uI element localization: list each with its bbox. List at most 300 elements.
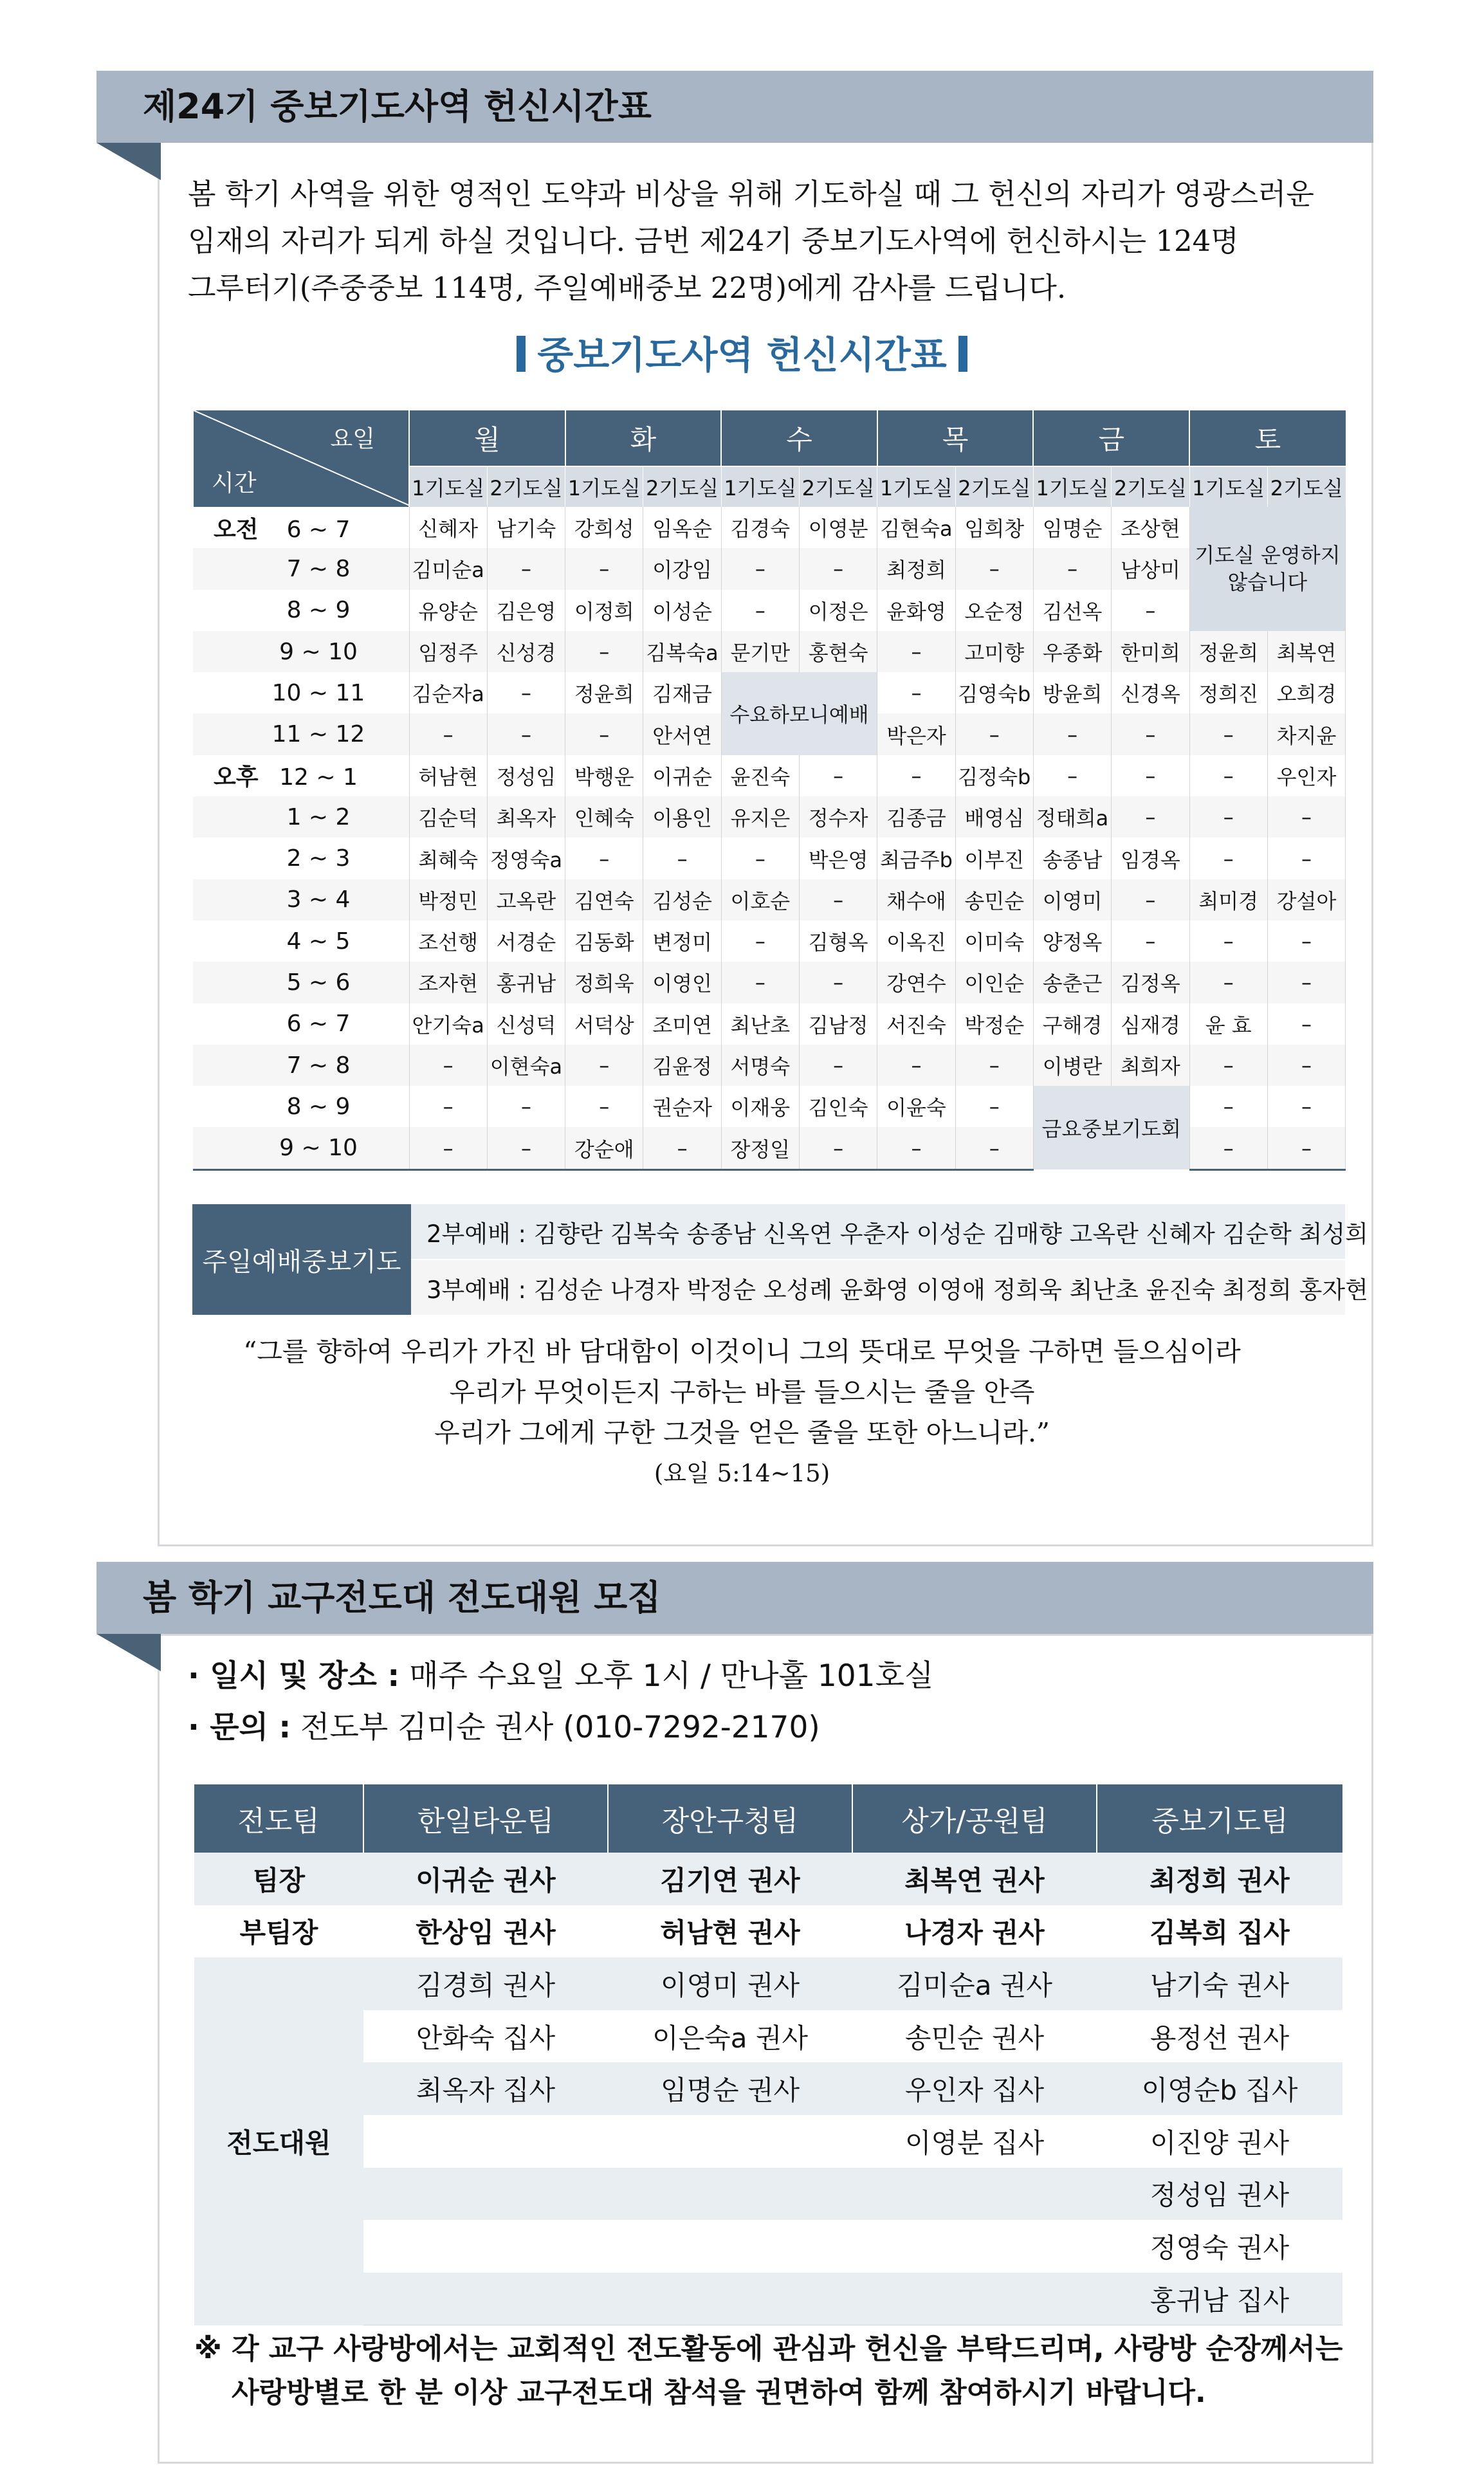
slot-cell: 한미희: [1112, 631, 1189, 672]
slot-cell: 심재경: [1112, 1003, 1189, 1045]
schedule-subtitle: [0, 325, 1484, 379]
team-header: 중보기도팀: [1097, 1784, 1342, 1853]
time-cell: [193, 796, 409, 838]
slot-cell: 유양순: [409, 590, 487, 631]
member-cell: [852, 2168, 1097, 2221]
slot-cell: 남기숙: [487, 507, 565, 548]
slot-cell: –: [800, 1045, 877, 1086]
slot-cell: 장정일: [721, 1127, 799, 1169]
member-row: [194, 2062, 1342, 2115]
member-row: [194, 2010, 1342, 2063]
table-corner-cell: [193, 410, 409, 507]
slot-cell: –: [955, 548, 1033, 589]
slot-cell: 방윤희: [1033, 672, 1111, 713]
slot-cell: 신성덕: [487, 1003, 565, 1045]
verse-reference: (요일 5:14~15): [654, 1460, 830, 1487]
schedule-row: [193, 548, 1346, 589]
hour-label: 11 ~ 12: [271, 721, 365, 748]
slot-cell: 우인자: [1267, 755, 1345, 796]
slot-cell: –: [1112, 796, 1189, 838]
slot-cell: 이현숙a: [487, 1045, 565, 1086]
hour-label: 3 ~ 4: [286, 886, 351, 913]
slot-cell: 김남정: [800, 1003, 877, 1045]
hour-label: 8 ~ 9: [286, 597, 351, 624]
hour-label: 10 ~ 11: [271, 679, 365, 706]
team-leader-row: [194, 1853, 1342, 1905]
member-cell: 안화숙 집사: [363, 2010, 608, 2063]
schedule-row: [193, 921, 1346, 962]
room-header: 2기도실: [800, 466, 877, 507]
slot-cell: –: [1189, 838, 1267, 879]
member-cell: 용정선 권사: [1097, 2010, 1342, 2063]
slot-cell: –: [721, 548, 799, 589]
schedule-row: [193, 1045, 1346, 1086]
day-header-thu: 목: [877, 410, 1034, 466]
contact-label: · 문의 :: [188, 1710, 291, 1745]
slot-cell: 김동화: [565, 921, 643, 962]
slot-cell: 정성임: [487, 755, 565, 796]
slot-cell: 김미순a: [409, 548, 487, 589]
schedule-row: [193, 838, 1346, 879]
time-cell: [193, 548, 409, 589]
slot-cell: 남상미: [1112, 548, 1189, 589]
member-cell: 김경희 권사: [363, 1957, 608, 2010]
slot-cell: –: [565, 838, 643, 879]
member-cell: 최옥자 집사: [363, 2062, 608, 2115]
corner-time-label: 시간: [212, 470, 257, 497]
slot-cell: –: [721, 590, 799, 631]
team-leader-cell: 최복연 권사: [852, 1853, 1097, 1905]
member-cell: [852, 2273, 1097, 2325]
member-row: [194, 2220, 1342, 2273]
slot-cell: 고옥란: [487, 879, 565, 921]
slot-cell: 윤진숙: [721, 755, 799, 796]
schedule-row: [193, 962, 1346, 1003]
slot-cell: –: [1189, 1045, 1267, 1086]
slot-cell: –: [565, 548, 643, 589]
slot-cell: 송민순: [955, 879, 1033, 921]
header-fold-corner: [96, 1634, 161, 1671]
sunday-2nd-service-names: 2부예배 : 김향란 김복숙 송종남 신옥연 우춘자 이성순 김매향 고옥란 신혜자 김순학 최성희: [411, 1204, 1345, 1260]
slot-cell: –: [800, 755, 877, 796]
slot-cell: 조상현: [1112, 507, 1189, 548]
slot-cell: –: [1033, 755, 1111, 796]
slot-cell: 문기만: [721, 631, 799, 672]
slot-cell: –: [1112, 713, 1189, 755]
slot-cell: 임경옥: [1112, 838, 1189, 879]
schedule-row: [193, 879, 1346, 921]
room-header: 2기도실: [1267, 466, 1345, 507]
slot-cell: 이부진: [955, 838, 1033, 879]
slot-cell: 강희성: [565, 507, 643, 548]
hour-label: 6 ~ 7: [286, 516, 351, 543]
slot-cell: 양정옥: [1033, 921, 1111, 962]
member-cell: 이은숙a 권사: [608, 2010, 852, 2063]
sub-leader-cell: 나경자 권사: [852, 1905, 1097, 1958]
slot-cell: –: [1267, 921, 1345, 962]
slot-cell: 안서연: [643, 713, 721, 755]
slot-cell: –: [1112, 755, 1189, 796]
slot-cell: 최금주b: [877, 838, 955, 879]
slot-cell: –: [1267, 838, 1345, 879]
slot-cell: –: [1267, 962, 1345, 1003]
time-cell: [193, 1045, 409, 1086]
room-header: 1기도실: [877, 466, 955, 507]
ampm-label: 오후: [214, 764, 259, 791]
time-cell: [193, 1003, 409, 1045]
slot-cell: –: [409, 713, 487, 755]
slot-cell: –: [487, 548, 565, 589]
intro-line: 그루터기(주중중보 114명, 주일예배중보 22명)에게 감사를 드립니다.: [188, 271, 1067, 305]
slot-cell: 박정민: [409, 879, 487, 921]
slot-cell: –: [1033, 713, 1111, 755]
slot-cell: 배영심: [955, 796, 1033, 838]
hour-label: 9 ~ 10: [279, 1135, 358, 1162]
slot-cell: 이호순: [721, 879, 799, 921]
member-cell: [608, 2220, 852, 2273]
slot-cell: 김인숙: [800, 1086, 877, 1127]
schedule-row: [193, 1086, 1346, 1127]
slot-cell: 최정희: [877, 548, 955, 589]
slot-cell: –: [721, 838, 799, 879]
intro-line: 봄 학기 사역을 위한 영적인 도약과 비상을 위해 기도하실 때 그 헌신의 자리가 영광스러운: [188, 177, 1314, 211]
schedule-row: [193, 796, 1346, 838]
sub-leader-cell: 한상임 권사: [363, 1905, 608, 1958]
slot-cell: 강연수: [877, 962, 955, 1003]
member-cell: 임명순 권사: [608, 2062, 852, 2115]
hour-label: 9 ~ 10: [279, 638, 358, 665]
slot-cell: –: [1267, 1045, 1345, 1086]
slot-cell: 권순자: [643, 1086, 721, 1127]
slot-cell: –: [1189, 921, 1267, 962]
sub-leader-cell: 김복희 집사: [1097, 1905, 1342, 1958]
slot-cell: 김정숙b: [955, 755, 1033, 796]
slot-cell: 고미향: [955, 631, 1033, 672]
corner-day-label: 요일: [330, 426, 375, 452]
room-header: 2기도실: [487, 466, 565, 507]
slot-cell: 임희창: [955, 507, 1033, 548]
slot-cell: 정윤희: [565, 672, 643, 713]
slot-cell: 김정옥: [1112, 962, 1189, 1003]
schedule-table: [192, 410, 1346, 1171]
subtitle-bar-left: [517, 336, 526, 372]
day-header-mon: 월: [409, 410, 565, 466]
schedule-row: [193, 507, 1346, 548]
team-header: 상가/공원팀: [852, 1784, 1097, 1853]
sunday-3rd-service-names: 3부예배 : 김성순 나경자 박정순 오성례 윤화영 이영애 정희욱 최난초 윤진숙 최정희 홍자현: [411, 1260, 1345, 1315]
room-header: 2기도실: [955, 466, 1033, 507]
slot-cell: 박행운: [565, 755, 643, 796]
slot-cell: 정희욱: [565, 962, 643, 1003]
slot-cell: 변정미: [643, 921, 721, 962]
team-leader-cell: 김기연 권사: [608, 1853, 852, 1905]
member-cell: 이영분 집사: [852, 2115, 1097, 2168]
intro-line: 임재의 자리가 되게 하실 것입니다. 금번 제24기 중보기도사역에 헌신하시는 124명: [188, 224, 1239, 258]
slot-cell: –: [487, 1127, 565, 1169]
slot-cell: –: [1267, 1003, 1345, 1045]
slot-cell: –: [955, 1086, 1033, 1127]
slot-cell: 윤화영: [877, 590, 955, 631]
member-row: [194, 2115, 1342, 2168]
slot-cell: –: [409, 1086, 487, 1127]
hour-label: 5 ~ 6: [286, 969, 351, 996]
row-label: 전도대원: [194, 1957, 363, 2325]
wednesday-service-notice: 수요하모니예배: [721, 672, 877, 755]
time-cell: [193, 755, 409, 796]
member-cell: 정영숙 권사: [1097, 2220, 1342, 2273]
scripture-verse: [0, 1332, 1484, 1494]
schedule-section-title: 제24기 중보기도사역 헌신시간표: [143, 86, 652, 127]
slot-cell: 정태희a: [1033, 796, 1111, 838]
slot-cell: 이성순: [643, 590, 721, 631]
slot-cell: 홍귀남: [487, 962, 565, 1003]
hour-label: 7 ~ 8: [286, 1052, 351, 1079]
slot-cell: –: [800, 1127, 877, 1169]
schedule-row: [193, 1003, 1346, 1045]
slot-cell: 김윤정: [643, 1045, 721, 1086]
slot-cell: –: [800, 962, 877, 1003]
time-cell: [193, 879, 409, 921]
slot-cell: –: [643, 838, 721, 879]
slot-cell: 이옥진: [877, 921, 955, 962]
hour-label: 1 ~ 2: [286, 803, 351, 830]
sunday-prayer-table: [192, 1204, 1368, 1315]
time-cell: [193, 672, 409, 713]
slot-cell: –: [721, 921, 799, 962]
subtitle-text: 중보기도사역 헌신시간표: [537, 333, 947, 377]
slot-cell: 정희진: [1189, 672, 1267, 713]
slot-cell: 정윤희: [1189, 631, 1267, 672]
contact-info: [188, 1703, 820, 1746]
slot-cell: 박정순: [955, 1003, 1033, 1045]
slot-cell: 이귀순: [643, 755, 721, 796]
slot-cell: –: [565, 1086, 643, 1127]
member-cell: 남기숙 권사: [1097, 1957, 1342, 2010]
verse-line: 우리가 무엇이든지 구하는 바를 들으시는 줄을 안즉: [449, 1377, 1035, 1407]
room-header: 1기도실: [721, 466, 799, 507]
slot-cell: –: [643, 1127, 721, 1169]
slot-cell: 이미숙: [955, 921, 1033, 962]
slot-cell: 이정희: [565, 590, 643, 631]
room-header: 2기도실: [1112, 466, 1189, 507]
room-header: 1기도실: [1033, 466, 1111, 507]
verse-line: “그를 향하여 우리가 가진 바 담대함이 이것이니 그의 뜻대로 무엇을 구하면 들으심이라: [243, 1336, 1241, 1367]
slot-cell: 이영분: [800, 507, 877, 548]
slot-cell: 서경순: [487, 921, 565, 962]
slot-cell: 김순덕: [409, 796, 487, 838]
slot-cell: –: [1267, 796, 1345, 838]
schedule-place-label: · 일시 및 장소 :: [188, 1658, 400, 1694]
slot-cell: 최복연: [1267, 631, 1345, 672]
slot-cell: 이정은: [800, 590, 877, 631]
member-row: [194, 2168, 1342, 2221]
recruit-section-header: [96, 1562, 1373, 1634]
time-cell: [193, 713, 409, 755]
slot-cell: 김종금: [877, 796, 955, 838]
sub-leader-row: [194, 1905, 1342, 1958]
sunday-prayer-label: 주일예배중보기도: [192, 1204, 411, 1315]
slot-cell: 김형옥: [800, 921, 877, 962]
verse-line: 우리가 그에게 구한 그것을 얻은 줄을 또한 아느니라.”: [434, 1417, 1050, 1448]
slot-cell: –: [800, 879, 877, 921]
slot-cell: 구해경: [1033, 1003, 1111, 1045]
slot-cell: –: [1189, 962, 1267, 1003]
note-line: 사랑방별로 한 분 이상 교구전도대 참석을 권면하여 함께 참여하시기 바랍니다.: [232, 2376, 1206, 2409]
member-row: [194, 1957, 1342, 2010]
time-cell: [193, 838, 409, 879]
slot-cell: 이영인: [643, 962, 721, 1003]
team-leader-cell: 이귀순 권사: [363, 1853, 608, 1905]
member-cell: 홍귀남 집사: [1097, 2273, 1342, 2325]
slot-cell: 서진숙: [877, 1003, 955, 1045]
slot-cell: –: [800, 548, 877, 589]
row-label: 부팀장: [194, 1905, 363, 1958]
slot-cell: –: [955, 713, 1033, 755]
schedule-place-info: [188, 1652, 933, 1695]
team-table: [194, 1784, 1342, 2325]
slot-cell: 우종화: [1033, 631, 1111, 672]
slot-cell: –: [565, 1045, 643, 1086]
slot-cell: –: [877, 755, 955, 796]
slot-cell: 김재금: [643, 672, 721, 713]
member-cell: 이영순b 집사: [1097, 2062, 1342, 2115]
team-leader-cell: 최정희 권사: [1097, 1853, 1342, 1905]
slot-cell: 임명순: [1033, 507, 1111, 548]
slot-cell: 이용인: [643, 796, 721, 838]
hour-label: 2 ~ 3: [286, 845, 351, 872]
member-cell: [363, 2168, 608, 2221]
slot-cell: 최희자: [1112, 1045, 1189, 1086]
slot-cell: 이영미: [1033, 879, 1111, 921]
hour-label: 8 ~ 9: [286, 1093, 351, 1120]
slot-cell: 이윤숙: [877, 1086, 955, 1127]
slot-cell: 신경옥: [1112, 672, 1189, 713]
intro-paragraph: [188, 170, 1359, 311]
day-header-fri: 금: [1033, 410, 1189, 466]
member-cell: 정성임 권사: [1097, 2168, 1342, 2221]
hour-label: 6 ~ 7: [286, 1011, 351, 1038]
subtitle-bar-right: [958, 336, 967, 372]
header-fold-corner: [96, 143, 161, 180]
schedule-row: [193, 590, 1346, 631]
slot-cell: 이병란: [1033, 1045, 1111, 1086]
schedule-row: [193, 672, 1346, 713]
slot-cell: –: [1267, 1127, 1345, 1169]
room-header: 1기도실: [1189, 466, 1267, 507]
friday-service-notice: 금요중보기도회: [1033, 1086, 1189, 1169]
slot-cell: 홍현숙: [800, 631, 877, 672]
team-header: 전도팀: [194, 1784, 363, 1853]
slot-cell: 김현숙a: [877, 507, 955, 548]
room-header: 2기도실: [643, 466, 721, 507]
slot-cell: –: [487, 672, 565, 713]
slot-cell: 최미경: [1189, 879, 1267, 921]
slot-cell: 유지은: [721, 796, 799, 838]
member-cell: 이진양 권사: [1097, 2115, 1342, 2168]
slot-cell: –: [487, 713, 565, 755]
member-cell: 김미순a 권사: [852, 1957, 1097, 2010]
room-header: 1기도실: [565, 466, 643, 507]
footer-note: [194, 2327, 1342, 2415]
slot-cell: 박은자: [877, 713, 955, 755]
slot-cell: 송종남: [1033, 838, 1111, 879]
member-cell: 우인자 집사: [852, 2062, 1097, 2115]
day-header-wed: 수: [721, 410, 877, 466]
slot-cell: 송춘근: [1033, 962, 1111, 1003]
day-header-tue: 화: [565, 410, 722, 466]
time-cell: [193, 1127, 409, 1169]
contact-value: 전도부 김미순 권사 (010-7292-2170): [291, 1710, 820, 1745]
member-cell: 이영미 권사: [608, 1957, 852, 2010]
slot-cell: –: [1189, 755, 1267, 796]
member-cell: [608, 2115, 852, 2168]
schedule-row: [193, 755, 1346, 796]
slot-cell: 강순애: [565, 1127, 643, 1169]
schedule-row: [193, 631, 1346, 672]
hour-label: 12 ~ 1: [279, 764, 358, 791]
slot-cell: 채수애: [877, 879, 955, 921]
slot-cell: 정영숙a: [487, 838, 565, 879]
row-label: 팀장: [194, 1853, 363, 1905]
member-cell: [363, 2115, 608, 2168]
slot-cell: –: [1033, 548, 1111, 589]
slot-cell: 윤 효: [1189, 1003, 1267, 1045]
time-cell: [193, 921, 409, 962]
slot-cell: 정수자: [800, 796, 877, 838]
slot-cell: –: [1267, 1086, 1345, 1127]
sunday-row-2nd-service: [192, 1204, 1345, 1260]
slot-cell: 김연숙: [565, 879, 643, 921]
hour-label: 7 ~ 8: [286, 555, 351, 582]
slot-cell: 신성경: [487, 631, 565, 672]
slot-cell: –: [877, 672, 955, 713]
slot-cell: 서덕상: [565, 1003, 643, 1045]
time-cell: [193, 507, 409, 548]
slot-cell: 조선행: [409, 921, 487, 962]
slot-cell: 김성순: [643, 879, 721, 921]
slot-cell: 오희경: [1267, 672, 1345, 713]
team-header: 한일타운팀: [363, 1784, 608, 1853]
slot-cell: 김영숙b: [955, 672, 1033, 713]
note-line: ※ 각 교구 사랑방에서는 교회적인 전도활동에 관심과 헌신을 부탁드리며, 사랑방 순장께서는: [194, 2332, 1343, 2365]
slot-cell: 신혜자: [409, 507, 487, 548]
slot-cell: –: [565, 631, 643, 672]
slot-cell: 김은영: [487, 590, 565, 631]
time-cell: [193, 590, 409, 631]
member-cell: [608, 2168, 852, 2221]
member-cell: [363, 2220, 608, 2273]
member-row: [194, 2273, 1342, 2325]
slot-cell: 조미연: [643, 1003, 721, 1045]
slot-cell: –: [409, 1127, 487, 1169]
day-header-sat: 토: [1189, 410, 1346, 466]
slot-cell: –: [1189, 713, 1267, 755]
member-cell: [363, 2273, 608, 2325]
slot-cell: –: [565, 713, 643, 755]
team-header: 장안구청팀: [608, 1784, 852, 1853]
slot-cell: 김선옥: [1033, 590, 1111, 631]
member-cell: 송민순 권사: [852, 2010, 1097, 2063]
time-cell: [193, 1086, 409, 1127]
slot-cell: 이인순: [955, 962, 1033, 1003]
sub-leader-cell: 허남현 권사: [608, 1905, 852, 1958]
slot-cell: 서명숙: [721, 1045, 799, 1086]
slot-cell: 이강임: [643, 548, 721, 589]
ampm-label: 오전: [214, 516, 259, 543]
slot-cell: –: [721, 962, 799, 1003]
slot-cell: –: [877, 631, 955, 672]
slot-cell: –: [955, 1127, 1033, 1169]
